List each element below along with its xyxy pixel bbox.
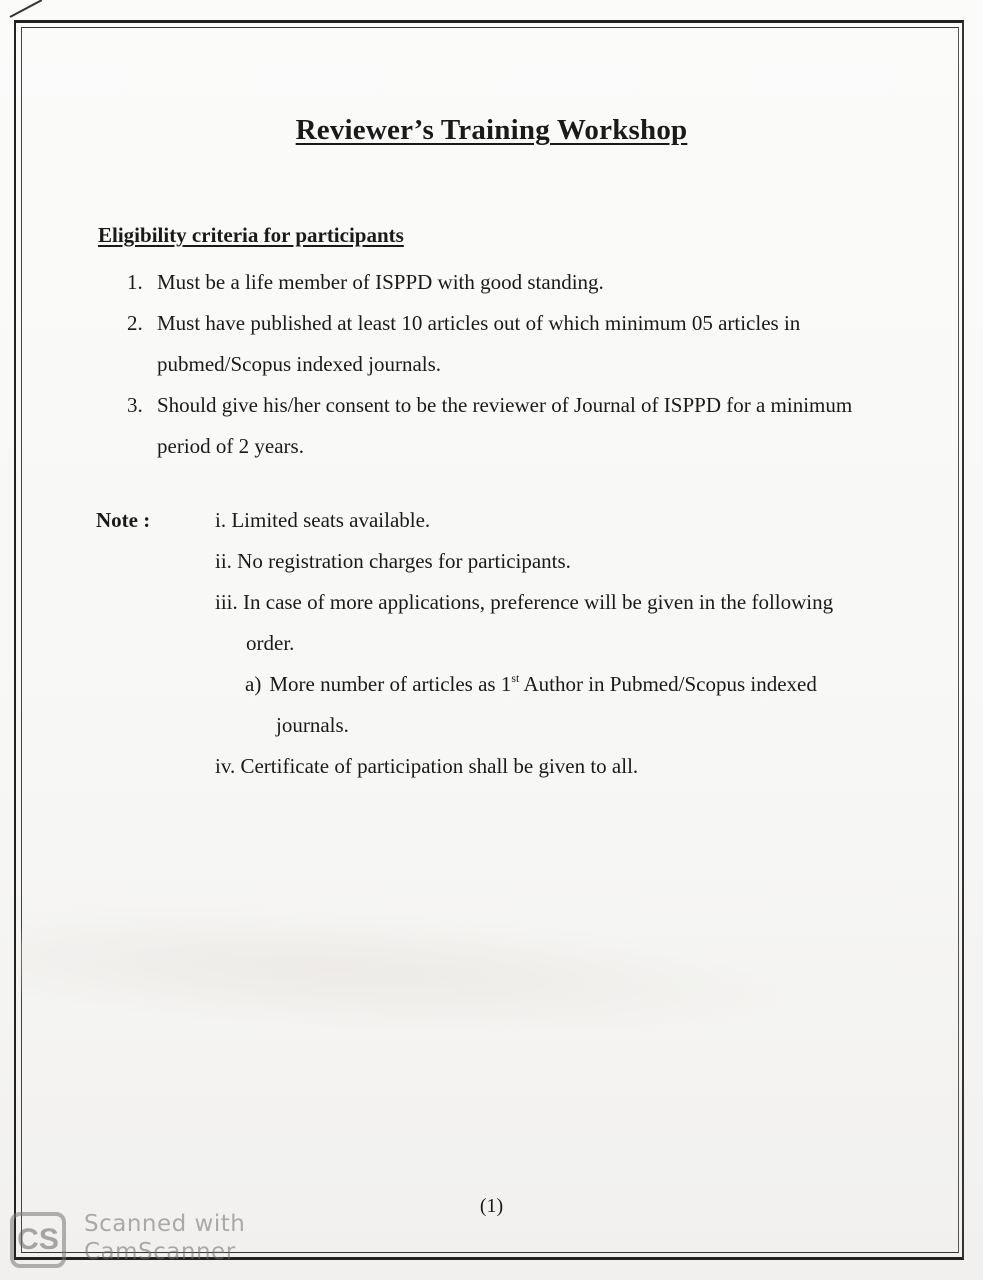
corner-mark (10, 0, 43, 18)
document-title (0, 114, 983, 147)
note-list (215, 500, 935, 787)
scanner-watermark (10, 1208, 270, 1268)
document-title-text: Reviewer’s Training Workshop (295, 114, 688, 146)
camscanner-logo-icon: CS (10, 1212, 66, 1268)
list-item-text-cont: pubmed/Scopus indexed journals. (157, 352, 442, 376)
note-item: iii. In case of more applications, preference will be given in the following (215, 590, 834, 614)
watermark-text (84, 1210, 245, 1266)
list-item-text-cont: period of 2 years. (157, 434, 304, 458)
note-item: iv. Certificate of participation shall be given to all. (215, 754, 639, 778)
ordinal-suffix: st (511, 671, 520, 685)
note-subitem-cont: journals. (276, 713, 349, 737)
note-item-cont: order. (246, 631, 295, 655)
eligibility-item (127, 262, 947, 303)
list-item-text: Must be a life member of ISPPD with good standing. (157, 270, 604, 294)
eligibility-heading: Eligibility criteria for participants (98, 223, 404, 247)
list-item-text: Must have published at least 10 articles out of which minimum 05 articles in (157, 311, 801, 335)
watermark-line1: Scanned with (84, 1211, 246, 1237)
list-item-text: Should give his/her consent to be the reviewer of Journal of ISPPD for a minimum (157, 393, 853, 417)
subitem-text-after: Author in Pubmed/Scopus indexed (519, 672, 817, 696)
page-number: (1) (479, 1195, 504, 1217)
watermark-line2: CamScanner (84, 1239, 236, 1265)
list-number: 3. (127, 393, 143, 417)
eligibility-item (127, 303, 947, 385)
eligibility-list (127, 262, 947, 467)
note-subitem (215, 664, 935, 705)
note-item: i. Limited seats available. (215, 508, 431, 532)
list-number: 2. (127, 311, 143, 335)
eligibility-item (127, 385, 947, 467)
note-item: ii. No registration charges for participants. (215, 549, 571, 573)
subitem-text: More number of articles as 1 (269, 672, 512, 696)
note-label: Note : (96, 508, 151, 532)
list-number: 1. (127, 270, 143, 294)
subitem-letter: a) (245, 672, 262, 696)
